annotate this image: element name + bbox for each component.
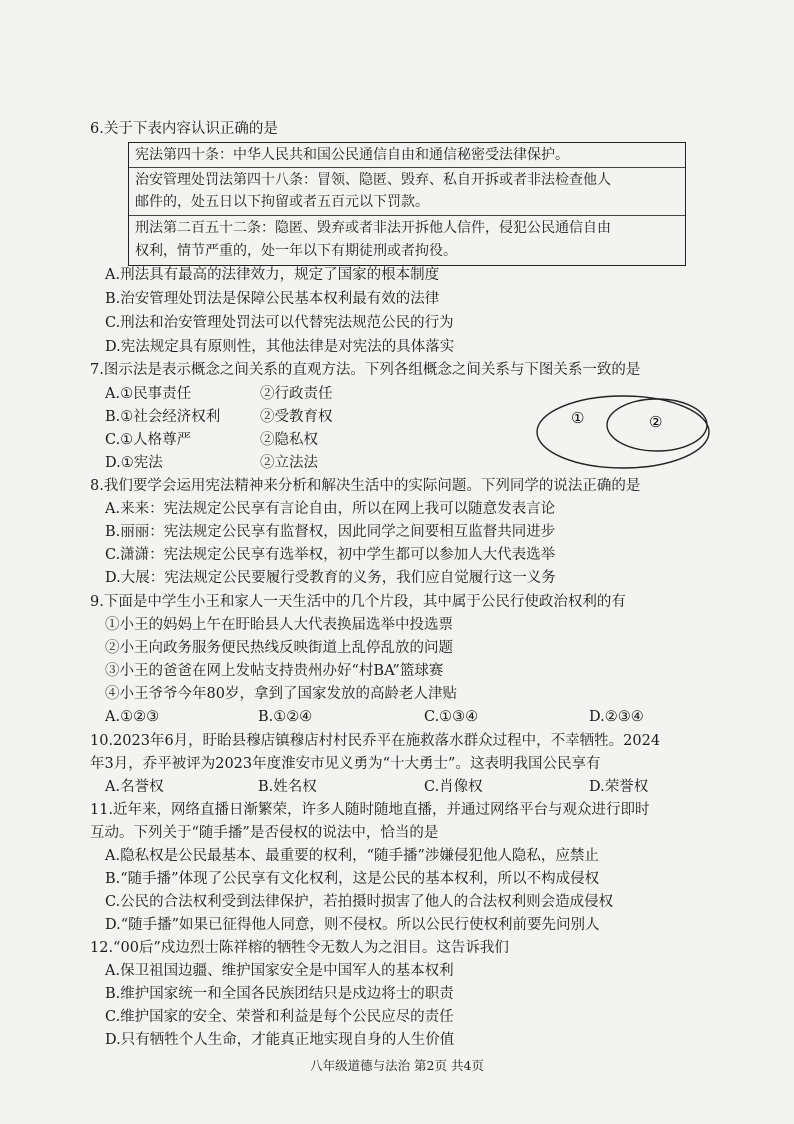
q12-stem: 12.“00后”戍边烈士陈祥榕的牺牲令无数人为之泪目。这告诉我们 — [90, 940, 509, 956]
q8-option-a: A.来来：宪法规定公民享有言论自由，所以在网上我可以随意发表言论 — [105, 501, 556, 517]
page-footer: 八年级道德与法治 第2页 共4页 — [310, 1058, 484, 1073]
table-row — [129, 143, 685, 168]
q7-option-b-2: ②受教育权 — [260, 409, 333, 425]
q9-option-b: B.①②④ — [258, 709, 313, 725]
q9-item-1: ①小王的妈妈上午在盱眙县人大代表换届选举中投选票 — [105, 617, 453, 633]
q7-option-d-1: D.①宪法 — [105, 455, 163, 471]
q9-item-4: ④小王爷爷今年80岁，拿到了国家发放的高龄老人津贴 — [105, 686, 457, 702]
q6-option-b: B.治安管理处罚法是保障公民基本权利最有效的法律 — [105, 291, 440, 307]
q9-item-3: ③小王的爸爸在网上发帖支持贵州办好“村BA”篮球赛 — [105, 663, 444, 679]
q12-option-d: D.只有牺牲个人生命，才能真正地实现自身的人生价值 — [105, 1032, 455, 1048]
table-row — [129, 215, 685, 265]
outer-ellipse — [537, 396, 709, 468]
q7-option-a-1: A.①民事责任 — [105, 386, 192, 402]
q7-option-d-2: ②立法法 — [260, 455, 318, 471]
table-cell: 权利，情节严重的，处一年以下有期徒刑或者拘役。 — [135, 243, 457, 259]
q6-option-a: A.刑法具有最高的法律效力，规定了国家的根本制度 — [105, 267, 440, 283]
table-cell: 宪法第四十条：中华人民共和国公民通信自由和通信秘密受法律保护。 — [135, 147, 569, 163]
q6-stem: 6.关于下表内容认识正确的是 — [90, 121, 278, 137]
q10-option-c: C.肖像权 — [424, 779, 483, 795]
q6-option-d: D.宪法规定具有原则性，其他法律是对宪法的具体落实 — [105, 339, 455, 355]
q10-stem-line1: 10.2023年6月，盱眙县穆店镇穆店村村民乔平在施救落水群众过程中，不幸牺牲。2024 — [90, 733, 661, 749]
outer-label: ① — [571, 409, 585, 427]
q8-option-b: B.丽丽：宪法规定公民享有监督权，因此同学之间要相互监督共同进步 — [105, 524, 556, 540]
q12-option-c: C.维护国家的安全、荣誉和利益是每个公民应尽的责任 — [105, 1009, 454, 1025]
q9-option-a: A.①②③ — [105, 709, 160, 725]
q9-option-c: C.①③④ — [424, 709, 479, 725]
q8-option-d: D.大展：宪法规定公民要履行受教育的义务，我们应自觉履行这一义务 — [105, 570, 556, 586]
inner-label: ② — [649, 413, 663, 431]
q7-option-c-1: C.①人格尊严 — [105, 432, 192, 448]
q10-option-a: A.名誉权 — [105, 779, 164, 795]
q11-option-d: D.“随手播”如果已征得他人同意，则不侵权。所以公民行使权利前要先问别人 — [105, 917, 600, 933]
q7-option-a-2: ②行政责任 — [260, 386, 333, 402]
q12-option-a: A.保卫祖国边疆、维护国家安全是中国军人的基本权利 — [105, 963, 454, 979]
table-cell: 邮件的，处五日以下拘留或者五百元以下罚款。 — [135, 194, 429, 210]
q11-option-b: B.“随手播”体现了公民享有文化权利，这是公民的基本权利，所以不构成侵权 — [105, 871, 600, 887]
concept-venn-diagram — [535, 392, 713, 472]
q12-option-b: B.维护国家统一和全国各民族团结只是戍边将士的职责 — [105, 986, 454, 1002]
q8-stem: 8.我们要学会运用宪法精神来分析和解决生活中的实际问题。下列同学的说法正确的是 — [90, 478, 641, 494]
q7-option-c-2: ②隐私权 — [260, 432, 318, 448]
q6-option-c: C.刑法和治安管理处罚法可以代替宪法规范公民的行为 — [105, 315, 454, 331]
q9-stem: 9.下面是中学生小王和家人一天生活中的几个片段，其中属于公民行使政治权利的有 — [90, 594, 626, 610]
table-cell: 刑法第二百五十二条：隐匿、毁弃或者非法开拆他人信件，侵犯公民通信自由 — [135, 220, 611, 236]
q8-option-c: C.潇潇：宪法规定公民享有选举权，初中学生都可以参加人大代表选举 — [105, 547, 556, 563]
q11-option-a: A.隐私权是公民最基本、最重要的权利，“随手播”涉嫌侵犯他人隐私，应禁止 — [105, 848, 599, 864]
q11-option-c: C.公民的合法权利受到法律保护，若拍摄时损害了他人的合法权利则会造成侵权 — [105, 894, 614, 910]
table-row — [129, 167, 685, 216]
table-cell: 治安管理处罚法第四十八条：冒领、隐匿、毁弃、私自开拆或者非法检查他人 — [135, 172, 611, 188]
q10-option-b: B.姓名权 — [258, 779, 317, 795]
q10-stem-line2: 年3月，乔平被评为2023年度淮安市见义勇为“十大勇士”。这表明我国公民享有 — [90, 756, 601, 772]
q9-option-d: D.②③④ — [589, 709, 644, 725]
q7-stem: 7.图示法是表示概念之间关系的直观方法。下列各组概念之间关系与下图关系一致的是 — [90, 362, 641, 378]
q9-item-2: ②小王向政务服务便民热线反映街道上乱停乱放的问题 — [105, 640, 453, 656]
q10-option-d: D.荣誉权 — [589, 779, 649, 795]
q11-stem-line2: 互动。下列关于“随手播”是否侵权的说法中，恰当的是 — [90, 825, 439, 841]
q11-stem-line1: 11.近年来，网络直播日渐繁荣，许多人随时随地直播，并通过网络平台与观众进行即时 — [90, 802, 650, 818]
q7-option-b-1: B.①社会经济权利 — [105, 409, 221, 425]
q6-law-table — [128, 142, 686, 266]
